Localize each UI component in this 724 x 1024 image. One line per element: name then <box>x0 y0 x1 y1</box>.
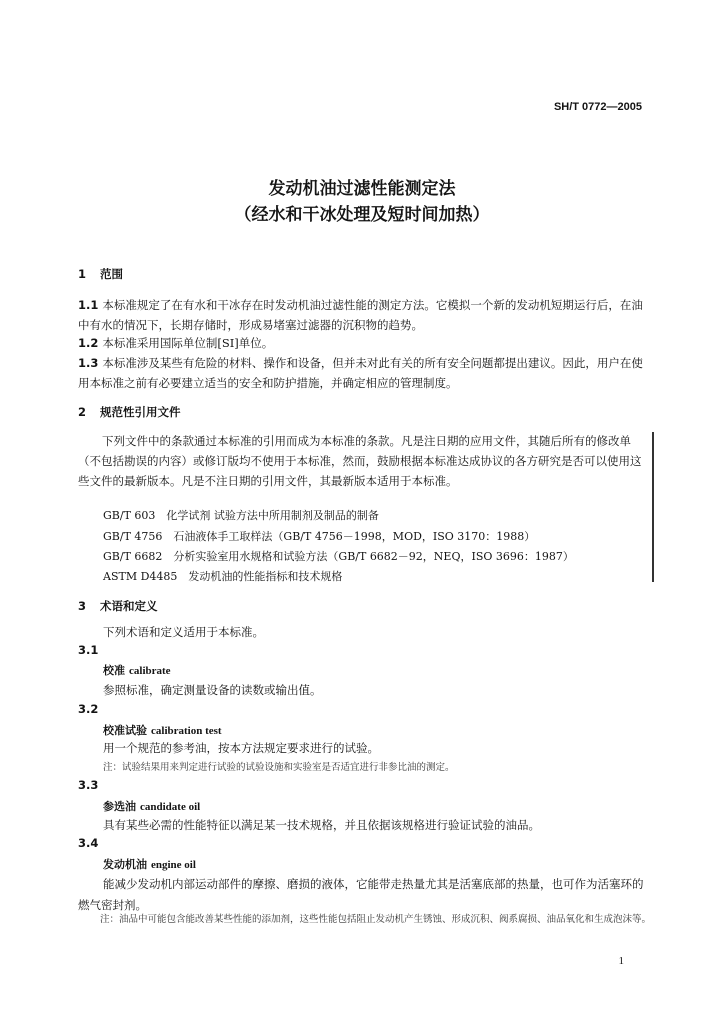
section-3-intro: 下列术语和定义适用于本标准。 <box>103 625 264 639</box>
section-title: 范围 <box>100 267 123 281</box>
term-number: 3.4 <box>78 836 99 850</box>
standard-code: SH/T 0772—2005 <box>553 101 642 113</box>
clause-1-3 <box>78 353 644 393</box>
title-line-1: 发动机油过滤性能测定法 <box>268 179 456 199</box>
title-line-2: （经水和干冰处理及短时间加热） <box>234 205 490 225</box>
term-note: 注：油品中可能包含能改善某些性能的添加剂，这些性能包括阻止发动机产生锈蚀、形成沉积、阀系腐损、油品氧化和生成泡沫等。 <box>100 914 652 925</box>
term-number: 3.3 <box>78 778 99 792</box>
term-cn: 校准 <box>103 664 125 677</box>
clause-number: 1.1 <box>78 298 99 312</box>
section-2-intro: 下列文件中的条款通过本标准的引用而成为本标准的条款。凡是注日期的应用文件，其随后所有的修改单（不包括勘误的内容）或修订版均不使用于本标准，然而，鼓励根据本标准达成协议的各方研究是否可以使用这些文件的最新版本。凡是不注日期的引用文件，其最新版本适用于本标准。 <box>78 434 642 488</box>
reference-item: GB/T 4756 石油液体手工取样法（GB/T 4756－1998，MOD，ISO 3170：1988） <box>103 530 536 543</box>
page-number: 1 <box>618 955 624 967</box>
revision-bar <box>652 432 654 582</box>
term-definition: 用一个规范的参考油，按本方法规定要求进行的试验。 <box>103 741 379 755</box>
term-cn: 发动机油 <box>103 858 147 871</box>
term-heading <box>103 722 222 738</box>
term-definition: 参照标准，确定测量设备的读数或输出值。 <box>103 683 322 697</box>
document-title <box>0 176 724 228</box>
term-number: 3.2 <box>78 702 99 716</box>
section-title: 术语和定义 <box>100 599 158 613</box>
term-en: engine oil <box>151 859 196 871</box>
clause-text: 本标准规定了在有水和干冰存在时发动机油过滤性能的测定方法。它模拟一个新的发动机短期运行后，在油中有水的情况下，长期存储时，形成易堵塞过滤器的沉积物的趋势。 <box>78 298 643 332</box>
term-cn: 校准试验 <box>103 724 147 737</box>
term-heading <box>103 662 171 678</box>
reference-item: ASTM D4485 发动机油的性能指标和技术规格 <box>103 570 343 583</box>
clause-text: 本标准涉及某些有危险的材料、操作和设备，但并未对此有关的所有安全问题都提出建议。因此，用户在使用本标准之前有必要建立适当的安全和防护措施，并确定相应的管理制度。 <box>78 356 643 390</box>
section-2-heading <box>78 404 181 420</box>
term-cn: 参选油 <box>103 800 136 813</box>
term-definition: 能减少发动机内部运动部件的摩擦、磨损的液体，它能带走热量尤其是活塞底部的热量，也可作为活塞环的燃气密封剂。 <box>78 877 644 912</box>
reference-item: GB/T 603 化学试剂 试验方法中所用制剂及制品的制备 <box>103 509 379 522</box>
term-en: candidate oil <box>140 801 201 813</box>
reference-item: GB/T 6682 分析实验室用水规格和试验方法（GB/T 6682－92，NEQ，ISO 3696：1987） <box>103 550 574 563</box>
section-3-heading <box>78 598 158 614</box>
section-number: 1 <box>78 267 87 281</box>
clause-text: 本标准采用国际单位制[SI]单位。 <box>102 336 274 350</box>
term-en: calibrate <box>129 665 171 677</box>
term-en: calibration test <box>151 725 222 737</box>
section-number: 2 <box>78 405 87 419</box>
section-number: 3 <box>78 599 87 613</box>
section-title: 规范性引用文件 <box>100 405 181 419</box>
term-number: 3.1 <box>78 643 99 657</box>
section-1-heading <box>78 266 123 282</box>
clause-number: 1.2 <box>78 336 99 350</box>
clause-1-2 <box>78 333 644 353</box>
term-heading <box>103 798 200 814</box>
term-definition: 具有某些必需的性能特征以满足某一技术规格，并且依据该规格进行验证试验的油品。 <box>103 818 540 832</box>
term-heading <box>103 856 196 872</box>
clause-number: 1.3 <box>78 356 99 370</box>
term-note: 注：试验结果用来判定进行试验的试验设施和实验室是否适宜进行非参比油的测定。 <box>103 762 455 773</box>
clause-1-1 <box>78 295 644 335</box>
